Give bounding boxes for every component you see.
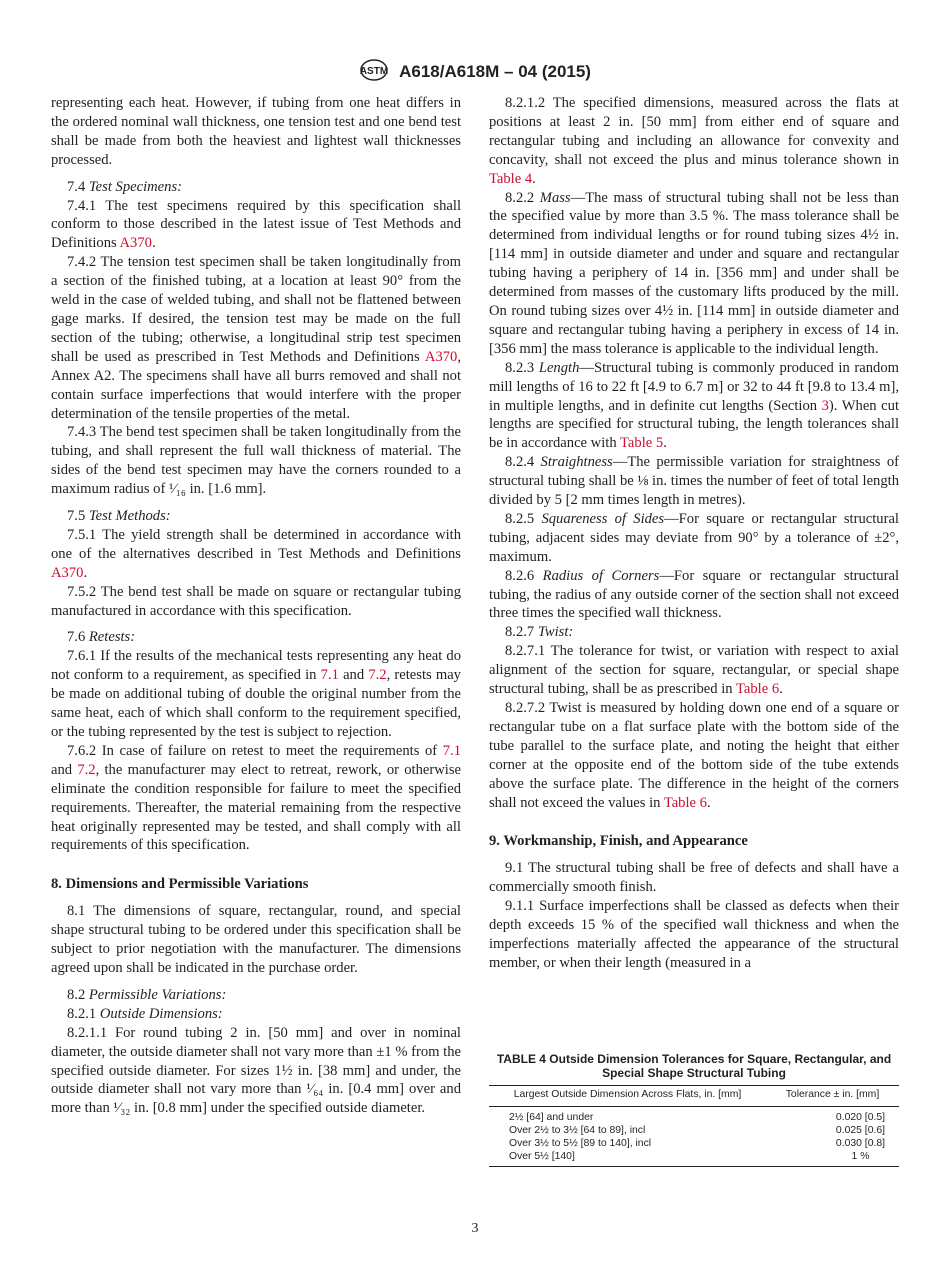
- page-number: 3: [471, 1221, 479, 1236]
- text: .: [83, 564, 88, 581]
- text: .: [151, 235, 156, 252]
- paragraph: [489, 623, 899, 642]
- paragraph: [51, 742, 461, 855]
- paragraph: [489, 699, 899, 812]
- tolerance-cell: 0.020 [0.5]: [835, 1112, 886, 1123]
- paragraph: [51, 178, 461, 197]
- cross-reference-link[interactable]: Table 5: [620, 435, 664, 452]
- cross-reference-link[interactable]: 7.2: [368, 667, 387, 684]
- cross-reference-link[interactable]: 7.1: [442, 742, 461, 759]
- cross-reference-link[interactable]: A370: [424, 348, 458, 365]
- paragraph: [51, 526, 461, 583]
- column-header: Largest Outside Dimension Across Flats, in. [mm]: [489, 1086, 766, 1107]
- table-title: TABLE 4 Outside Dimension Tolerances for Square, Rectangular, and Special Shape Structural Tubing: [496, 1052, 892, 1080]
- italic-term: Twist:: [537, 624, 574, 641]
- text: 7.5: [67, 508, 89, 525]
- cross-reference-link[interactable]: A370: [51, 564, 84, 581]
- paragraph: [51, 628, 461, 647]
- text: 8.2.5: [505, 510, 542, 527]
- svg-text:ASTM: ASTM: [359, 66, 389, 77]
- cross-reference-link[interactable]: Table 6: [735, 681, 780, 698]
- italic-term: Straightness: [540, 454, 613, 471]
- italic-term: Mass: [539, 189, 571, 206]
- paragraph: [51, 583, 461, 621]
- cross-reference-link[interactable]: Table 6: [663, 794, 707, 811]
- document-title: A618/A618M – 04 (2015): [399, 61, 591, 81]
- paragraph: [489, 189, 899, 359]
- text: 7.4: [67, 178, 89, 195]
- text: and: [51, 761, 78, 778]
- text: 8.2.1: [67, 1005, 100, 1022]
- tolerance-table: [489, 1085, 899, 1167]
- text: 7.4.3 The bend test specimen shall be taken longitudinally from the tubing, and shall represent the full wall thickness of material. The sides of the bend test specimen may have the corners rounded to a maximum radius of ¹⁄₁₆ in. [1.6 mm].: [51, 424, 461, 498]
- text: 8.2.6: [505, 567, 543, 584]
- text: 8.2.7: [505, 624, 538, 641]
- paragraph: [489, 859, 899, 897]
- italic-term: Radius of Corners: [542, 567, 660, 584]
- paragraph: [489, 510, 899, 567]
- section-heading: [51, 875, 461, 894]
- paragraph: [51, 647, 461, 742]
- italic-term: Length: [538, 359, 580, 376]
- paragraph: [51, 507, 461, 526]
- italic-term: Squareness of Sides: [541, 510, 665, 527]
- text: —The mass of structural tubing shall not be less than the specified value by more than 3.5 %. The mass tolerance shall be determined from individual lengths or for round tubing sizes 4½ in. [114 mm] in outside diameter and under and square and rectangular tubing having a periphery of 14 in. [356 mm] and under shall be determined from masses of the customary lifts produced by the mill. On round tubing sizes over 4½ in. [114 mm] in outside diameter and square and rectangular tubing having a periphery in excess of 14 in. [356 mm] the mass tolerance is applicable to the individual length.: [489, 189, 900, 357]
- text: 8.2.7.1 The tolerance for twist, or variation with respect to axial alignment of the section for square, rectangular, or special shape structural tubing, shall be as prescribed in: [489, 643, 899, 698]
- text: 8.1 The dimensions of square, rectangular, round, and special shape structural tubing to be ordered under this specification shall be subject to prior negotiation with the manufacturer. The dimensions agreed upon shall be indicated in the purchase order.: [51, 903, 461, 976]
- paragraph: [489, 897, 899, 973]
- text: 7.6.1 If the results of the mechanical tests representing any heat do not conform to a requirement, as specified in: [51, 648, 461, 684]
- paragraph: [51, 94, 461, 170]
- text: and: [338, 667, 369, 684]
- table-row: [489, 1137, 899, 1150]
- text: representing each heat. However, if tubing from one heat differs in the ordered nominal wall thickness, one tension test and one bend test shall be made from both the heaviest and lightest wall thicknesses processed.: [51, 95, 461, 168]
- text: .: [779, 681, 783, 698]
- text: 8.2.7.2 Twist is measured by holding down one end of a square or rectangular tube on a flat surface plate with the bottom side of the tube parallel to the surface plate, and noting the height that either corner at the opposite end of the bottom side of the tube extends above the surface plate. The difference in the height of the corners shall not exceed the values in: [489, 700, 899, 811]
- paragraph: [51, 986, 461, 1005]
- cross-reference-link[interactable]: 7.1: [320, 667, 339, 684]
- paragraph: [489, 94, 899, 189]
- paragraph: [489, 453, 899, 510]
- text: 8.2.1.1 For round tubing 2 in. [50 mm] and over in nominal diameter, the outside diameter shall not vary more than ±1 % from the specified outside diameter. For sizes 1½ in. [38 mm] and under, the outside diameter shall not vary more than ¹⁄₆₄ in. [0.4 mm] over and more than ¹⁄₃₂ in. [0.8 mm] under the specified outside diameter.: [51, 1024, 461, 1117]
- page-header: [0, 58, 950, 87]
- text: 7.5.1 The yield strength shall be determined in accordance with one of the alternatives described in Test Methods and Definitions: [51, 526, 461, 562]
- text: 8.2.1.2 The specified dimensions, measured across the flats at positions at least 2 in. [50 mm] from either end of square and rectangular tubing and including an allowance for convexity and concavity, shall not exceed the plus and minus tolerance shown in: [489, 95, 899, 168]
- tolerance-cell: 0.025 [0.6]: [835, 1125, 886, 1136]
- table-row: [489, 1107, 899, 1125]
- left-column: [51, 94, 461, 1118]
- dimension-cell: Over 2½ to 3½ [64 to 89], incl: [509, 1125, 646, 1136]
- text: 8.2.4: [505, 454, 541, 471]
- cross-reference-link[interactable]: 3: [821, 397, 829, 414]
- text: 9.1.1 Surface imperfections shall be classed as defects when their depth exceeds 15 % of the specified wall thickness and when the imperfections materially affected the appearance of the structural member, or when their length (measured in a: [489, 898, 899, 971]
- paragraph: [51, 1024, 461, 1119]
- text: 7.4.2 The tension test specimen shall be taken longitudinally from a section of the finished tubing, at a location at least 90° from the weld in the case of welded tubing, and shall not be flattened between gage marks. If desired, the tension test may be made on the full section of the tubing; otherwise, a longitudinal strip test specimen shall be used as prescribed in Test Methods and Definitions: [51, 254, 461, 365]
- text: 7.5.2 The bend test shall be made on square or rectangular tubing manufactured in accordance with this specification.: [51, 583, 461, 619]
- text: , retests may be made on additional tubing of double the original number from the same heat, each of which shall conform to the requirement specified, or the tubing represented by the test is subject to rejection.: [51, 667, 461, 740]
- tolerance-cell: 1 %: [766, 1150, 899, 1167]
- text: —The permissible variation for straightness of structural tubing shall be ⅛ in. times the number of feet of total length divided by 5 [2 mm times length in metres).: [489, 454, 899, 509]
- text: 9.1 The structural tubing shall be free of defects and shall have a commercially smooth finish.: [489, 860, 899, 896]
- text: 8.2.3: [505, 359, 539, 376]
- tolerance-cell: 0.030 [0.8]: [835, 1138, 886, 1149]
- paragraph: [51, 1005, 461, 1024]
- italic-term: Test Specimens:: [88, 178, 182, 195]
- text: ). When cut lengths are specified for structural tubing, the length tolerances shall be in accordance with: [489, 397, 899, 452]
- text: .: [532, 170, 536, 187]
- italic-term: Test Methods:: [88, 508, 171, 525]
- table-4: [489, 1052, 899, 1167]
- text: —Structural tubing is commonly produced in random mill lengths of 16 to 22 ft [4.9 to 6.7 m] or 32 to 44 ft [9.8 to 13.4 m], in multiple lengths, and in definite cut lengths (Section: [489, 359, 899, 414]
- cross-reference-link[interactable]: A370: [119, 235, 152, 252]
- paragraph: [489, 359, 899, 454]
- right-column: [489, 94, 899, 973]
- dimension-cell: Over 3½ to 5½ [89 to 140], incl: [509, 1138, 652, 1149]
- paragraph: [51, 197, 461, 254]
- text: , Annex A2. The specimens shall have all burrs removed and shall not contain surface imperfections that would interfere with the proper determination of the tensile properties of the metal.: [51, 348, 461, 422]
- italic-term: Permissible Variations:: [88, 986, 227, 1003]
- astm-logo-icon: [359, 58, 389, 87]
- paragraph: [489, 642, 899, 699]
- text: 7.4.1 The test specimens required by this specification shall conform to those described in the latest issue of Test Methods and Definitions: [51, 197, 461, 252]
- cross-reference-link[interactable]: Table 4: [489, 170, 533, 187]
- text: 9. Workmanship, Finish, and Appearance: [489, 833, 748, 850]
- dimension-cell: 2½ [64] and under: [509, 1112, 594, 1123]
- italic-term: Retests:: [88, 629, 136, 646]
- paragraph: [489, 567, 899, 624]
- text: 8. Dimensions and Permissible Variations: [51, 876, 309, 893]
- paragraph: [51, 253, 461, 423]
- text: 8.2.2: [505, 189, 540, 206]
- paragraph: [51, 423, 461, 499]
- italic-term: Outside Dimensions:: [99, 1005, 223, 1022]
- paragraph: [51, 902, 461, 978]
- cross-reference-link[interactable]: 7.2: [77, 761, 96, 778]
- text: .: [663, 435, 667, 452]
- text: —For square or rectangular structural tubing, the radius of any outside corner of the section shall not exceed three times the specified wall thickness.: [489, 567, 899, 622]
- text: .: [706, 794, 711, 811]
- table-row: [489, 1150, 899, 1167]
- column-header: Tolerance ± in. [mm]: [766, 1086, 899, 1107]
- text: 8.2: [67, 986, 89, 1003]
- text: , the manufacturer may elect to retreat, rework, or otherwise eliminate the condition responsible for failure to meet the specified requirements. Thereafter, the material remaining from the respective heat originally represented may be tested, and shall comply with all requirements of this specification.: [51, 761, 461, 854]
- text: 7.6.2 In case of failure on retest to meet the requirements of: [67, 742, 443, 759]
- table-row: [489, 1124, 899, 1137]
- text: 7.6: [67, 629, 89, 646]
- section-heading: [489, 832, 899, 851]
- text: —For square or rectangular structural tubing, adjacent sides may deviate from 90° by a tolerance of ±2°, maximum.: [489, 510, 899, 565]
- dimension-cell: Over 5½ [140]: [489, 1150, 766, 1167]
